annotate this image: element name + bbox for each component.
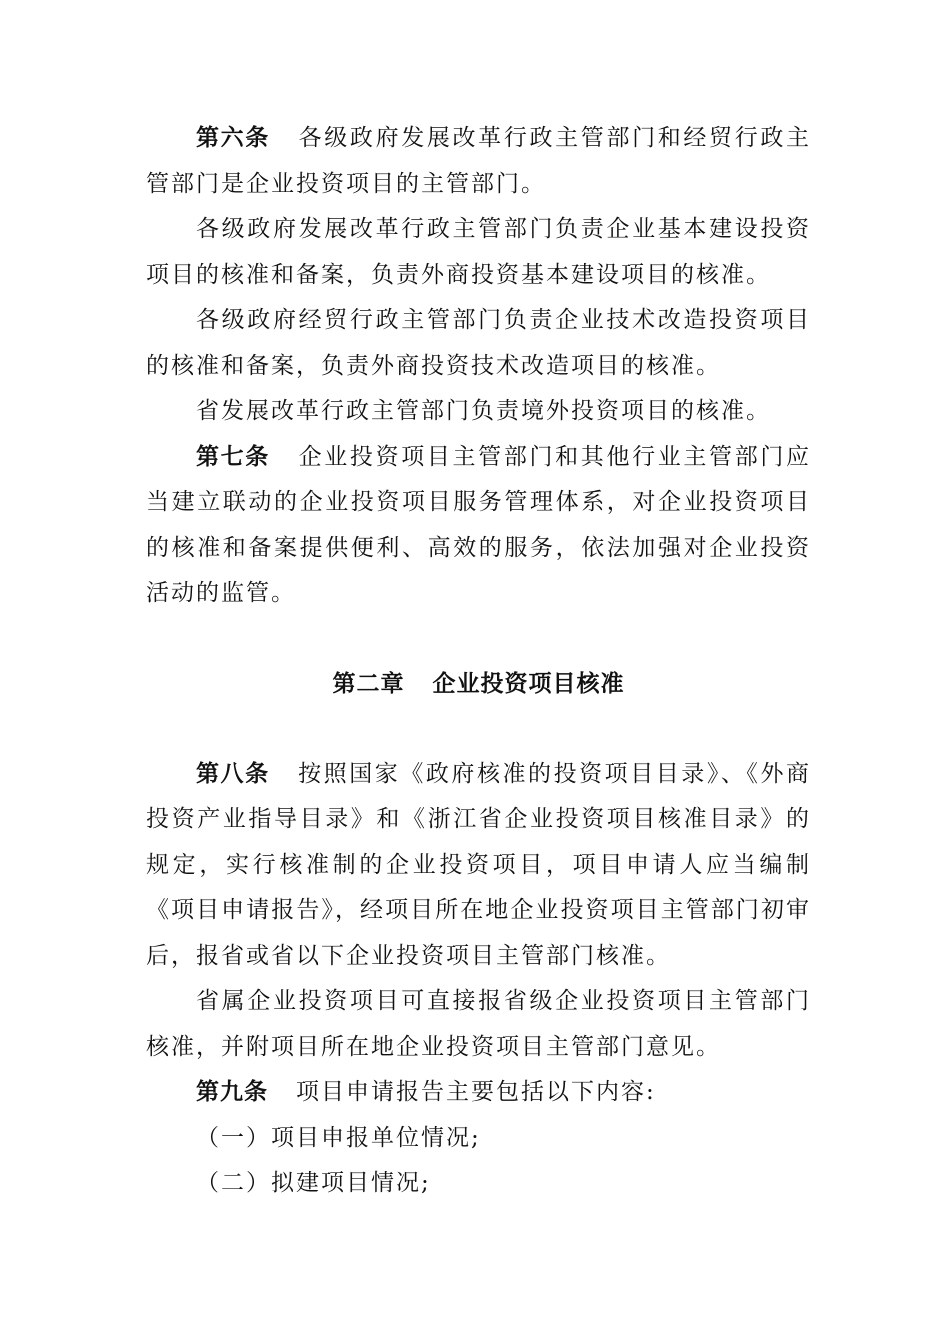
article-7 [146,435,811,617]
article-9 [146,1070,811,1116]
article-6 [146,116,811,207]
article-8-paragraph-2: 省属企业投资项目可直接报省级企业投资项目主管部门核准，并附项目所在地企业投资项目主管部门意见。 [146,988,811,1060]
chapter-number: 第二章 [332,670,405,697]
article-8-text: 按照国家《政府核准的投资项目目录》、《外商投资产业指导目录》和《浙江省企业投资项目核准目录》的规定，实行核准制的企业投资项目，项目申请人应当编制《项目申请报告》，经项目所在地企业投资项目主管部门初审后，报省或省以下企业投资项目主管部门核准。 [146,760,811,969]
chapter-title: 企业投资项目核准 [432,670,625,697]
article-6-paragraph-3: 各级政府经贸行政主管部门负责企业技术改造投资项目的核准和备案，负责外商投资技术改造项目的核准。 [146,307,811,379]
article-6-text: 各级政府发展改革行政主管部门和经贸行政主管部门是企业投资项目的主管部门。 [146,125,812,197]
document-page [146,116,811,1207]
article-9-number: 第九条 [196,1079,268,1105]
article-6-paragraph-2: 各级政府发展改革行政主管部门负责企业基本建设投资项目的核准和备案，负责外商投资基本建设项目的核准。 [146,216,811,288]
article-8-number: 第八条 [196,760,270,787]
list-item-1: （一）项目申报单位情况; [196,1124,481,1151]
article-8 [146,752,811,980]
article-6-number: 第六条 [196,125,270,151]
chapter-heading [146,662,811,707]
article-7-text: 企业投资项目主管部门和其他行业主管部门应当建立联动的企业投资项目服务管理体系，对企业投资项目的核准和备案提供便利、高效的服务，依法加强对企业投资活动的监管。 [146,443,812,606]
list-item-2: （二）拟建项目情况; [196,1170,431,1196]
article-6-paragraph-4: 省发展改革行政主管部门负责境外投资项目的核准。 [196,398,771,424]
article-9-text: 项目申请报告主要包括以下内容: [296,1079,656,1105]
article-7-number: 第七条 [196,443,270,470]
